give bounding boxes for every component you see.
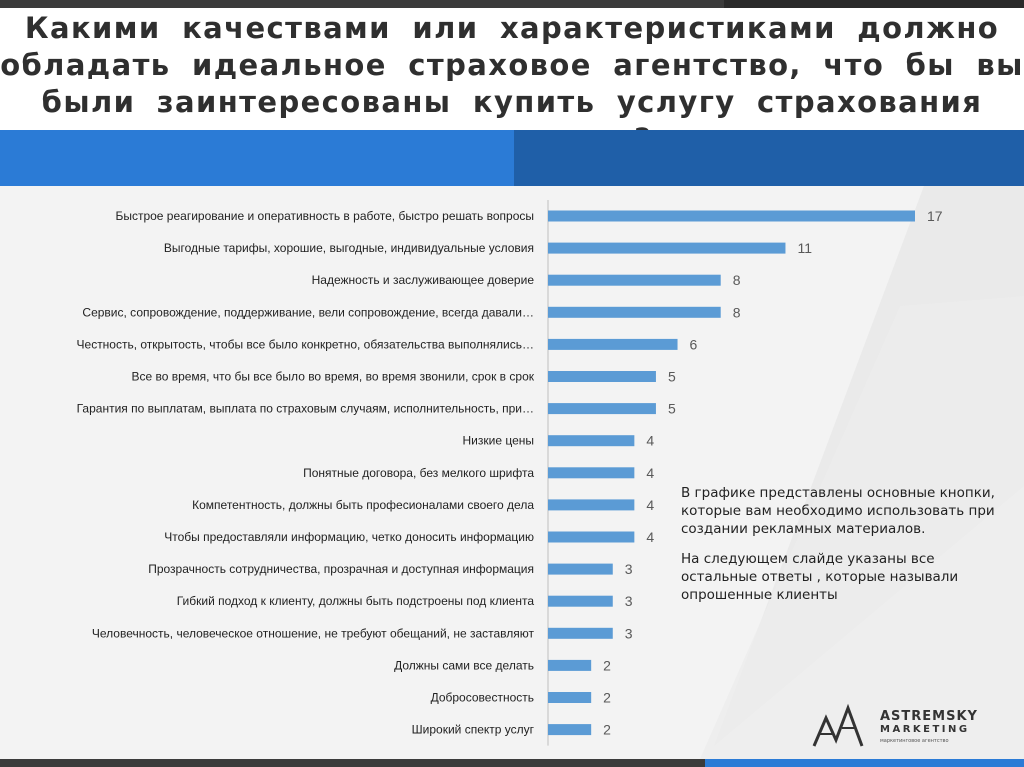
value-label: 3 [624,625,633,642]
logo-mark-icon [810,700,876,750]
header-band-left [0,130,514,186]
bar [548,403,656,414]
bottom-bar-accent [705,759,1024,767]
category-label: Гарантия по выплатам, выплата по страховым случаям, исполнительность, при… [76,401,534,416]
value-label: 8 [732,272,741,289]
bar [548,532,634,543]
category-label: Человечность, человеческое отношение, не требуют обещаний, не заставляют [91,626,534,641]
value-label: 17 [927,208,943,224]
bar [548,435,634,446]
bar [548,499,634,510]
category-label: Широкий спектр услуг [411,722,534,737]
value-label: 3 [624,561,633,578]
value-label: 4 [646,464,655,481]
bar [548,307,721,318]
note-paragraph-2: На следующем слайде указаны все остальные ответы , которые называли опрошенные клиенты [681,551,959,603]
category-label: Прозрачность сотрудничества, прозрачная и доступная информация [148,562,534,577]
bar [548,371,656,382]
category-label: Чтобы предоставляли информацию, четко доносить информацию [164,530,534,544]
logo-subtitle: MARKETING [880,724,970,735]
category-label: Компетентность, должны быть професионалами своего дела [192,497,534,512]
value-label: 6 [689,336,698,353]
category-label: Добросовестность [430,690,534,705]
bar [548,275,721,286]
category-label: Все во время, что бы все было во время, во время звонили, срок в срок [131,369,534,384]
logo-tagline: маркетинговое агентство [880,738,949,744]
bar [548,564,613,575]
category-label: Сервис, сопровождение, поддерживание, вели сопровождение, всегда давали… [82,305,534,320]
value-label: 4 [646,529,655,545]
bar [548,628,613,639]
header-band-right [514,130,1024,186]
category-label: Понятные договора, без мелкого шрифта [303,465,534,480]
category-label: Быстрое реагирование и оперативность в работе, быстро решать вопросы [115,209,534,223]
category-label: Должны сами все делать [394,658,534,673]
category-label: Гибкий подход к клиенту, должны быть подстроены под клиента [176,594,534,609]
value-label: 2 [603,657,611,674]
bar-chart [0,186,1024,759]
top-bar-accent [724,0,1024,8]
value-label: 4 [646,432,655,449]
value-label: 3 [624,593,633,610]
top-bar [0,0,1024,8]
bar [548,596,613,607]
bar [548,211,915,222]
category-label: Выгодные тарифы, хорошие, выгодные, индивидуальные условия [163,241,534,256]
value-label: 2 [603,689,611,706]
value-label: 2 [603,721,611,738]
bar [548,692,591,703]
value-label: 5 [667,400,676,417]
bar [548,339,678,350]
value-label: 4 [646,496,655,513]
company-logo [810,700,980,752]
logo-name: ASTREMSKY [880,709,978,724]
category-label: Честность, открытость, чтобы все было конкретно, обязательства выполнялись… [76,337,534,352]
bar [548,467,634,478]
note-paragraph-1: В графике представлены основные кнопки, которые вам необходимо использовать при создании рекламных материалов. [681,485,995,537]
category-label: Низкие цены [462,433,534,448]
slide-title: Какими качествами или характеристиками должно обладать идеальное страховое агентство, что бы вы были заинтересованы купить услугу страхования [0,11,1024,119]
category-label: Надежность и заслуживающее доверие [311,273,534,288]
bar [548,724,591,735]
bar [548,660,591,671]
bottom-bar [0,759,1024,767]
bar [548,243,785,254]
value-label: 5 [667,368,676,385]
value-label: 11 [797,240,813,257]
note-text [681,484,1011,616]
value-label: 8 [732,304,741,321]
